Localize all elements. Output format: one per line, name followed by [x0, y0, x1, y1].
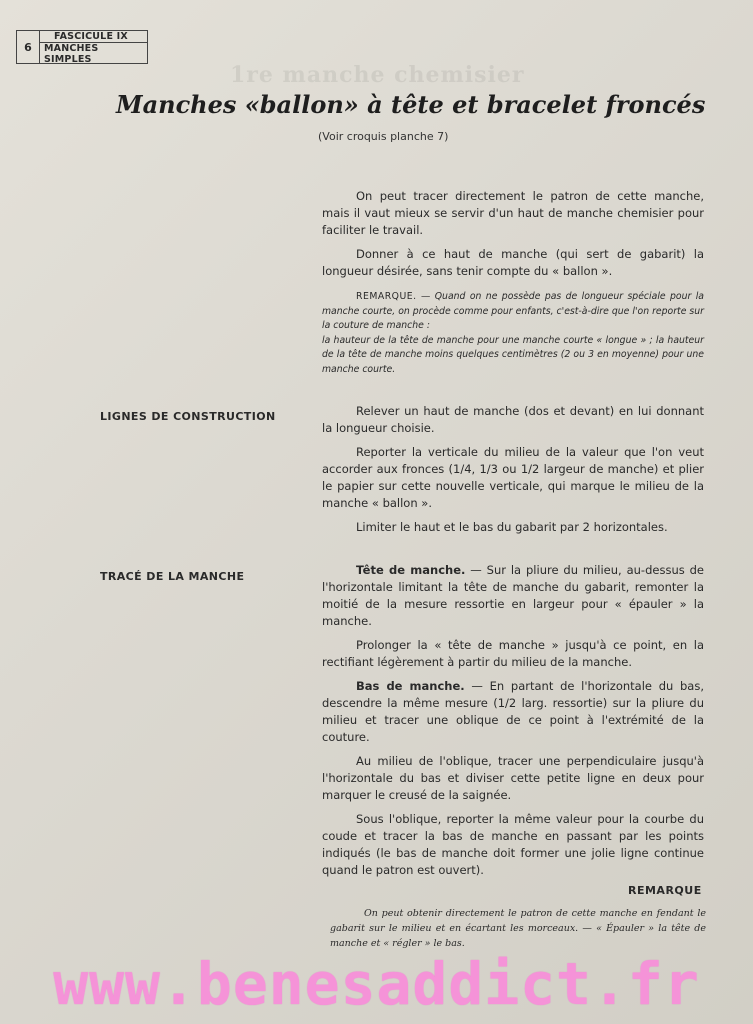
- trace-paragraph-5: Sous l'oblique, reporter la même valeur pour la courbe du coude et tracer la bas de manche en passant par les points indiqués (le bas de manche doit former une jolie ligne continue quand le patron est ouvert).: [322, 812, 704, 877]
- construction-label: LIGNES DE CONSTRUCTION: [100, 410, 276, 423]
- page-header-box: [16, 30, 148, 64]
- intro-column: [322, 188, 704, 377]
- construction-paragraph-3: Limiter le haut et le bas du gabarit par 2 horizontales.: [356, 520, 668, 534]
- construction-paragraph-1: Relever un haut de manche (dos et devant) en lui donnant la longueur choisie.: [322, 404, 704, 435]
- trace-p1-text: — Sur la pliure du milieu, au-dessus de l'horizontale limitant la tête de manche du gabarit, remonter la moitié de la mesure ressortie en largeur pour « épauler » la manche.: [322, 563, 704, 628]
- intro-paragraph-2: Donner à ce haut de manche (qui sert de gabarit) la longueur désirée, sans tenir compte du « ballon ».: [322, 247, 704, 278]
- intro-remark-lead: REMARQUE.: [356, 291, 417, 302]
- trace-paragraph-4: Au milieu de l'oblique, tracer une perpendiculaire jusqu'à l'horizontale du bas et diviser cette petite ligne en deux pour marquer le creusé de la saignée.: [322, 754, 704, 802]
- section-label: MANCHES SIMPLES: [44, 43, 99, 65]
- trace-label: TRACÉ DE LA MANCHE: [100, 570, 245, 583]
- final-remark-text: On peut obtenir directement le patron de cette manche en fendant le gabarit sur le milieu et en écartant les morceaux. — « Épauler » la tête de manche et « régler » le bas.: [330, 908, 706, 949]
- intro-remark: [322, 290, 704, 377]
- intro-remark-text-2: la hauteur de la tête de manche pour une manche courte « longue » ; la hauteur de la tête de manche moins quelques centimètres (2 ou 3 en moyenne) pour une manche courte.: [322, 334, 704, 375]
- trace-paragraph-3: [322, 678, 704, 746]
- construction-column: [322, 403, 704, 543]
- show-through-title: 1re manche chemisier: [230, 62, 525, 88]
- intro-remark-text: — Quand on ne possède pas de longueur spéciale pour la manche courte, on procède comme pour enfants, c'est-à-dire que l'on reporte sur la couture de manche :: [322, 291, 704, 331]
- construction-paragraph-2: Reporter la verticale du milieu de la valeur que l'on veut accorder aux fronces (1/4, 1/3 ou 1/2 largeur de manche) et plier le papier sur cette nouvelle verticale, qui marque le milieu de la manche « ballon ».: [322, 445, 704, 510]
- page-number: 6: [17, 31, 40, 63]
- page-title: Manches «ballon» à tête et bracelet froncés: [116, 90, 706, 119]
- trace-column: [322, 562, 704, 886]
- trace-paragraph-2: Prolonger la « tête de manche » jusqu'à ce point, en la rectifiant légèrement à partir du milieu de la manche.: [322, 638, 704, 669]
- page-subtitle: (Voir croquis planche 7): [318, 130, 449, 143]
- trace-p1-lead: Tête de manche.: [356, 563, 466, 577]
- trace-paragraph-1: [322, 562, 704, 630]
- header-labels: [40, 31, 147, 63]
- final-remark-heading: REMARQUE: [628, 884, 702, 897]
- trace-p3-lead: Bas de manche.: [356, 679, 465, 693]
- fascicle-label: FASCICULE IX: [40, 31, 147, 43]
- watermark-url: www.benesaddict.fr: [53, 950, 700, 1018]
- intro-paragraph-1: On peut tracer directement le patron de cette manche, mais il vaut mieux se servir d'un haut de manche chemisier pour faciliter le travail.: [322, 189, 704, 237]
- trace-p3-text: — En partant de l'horizontale du bas, descendre la même mesure (1/2 larg. ressortie) sur la pliure du milieu et tracer une oblique de ce point à l'extrémité de la couture.: [322, 679, 705, 744]
